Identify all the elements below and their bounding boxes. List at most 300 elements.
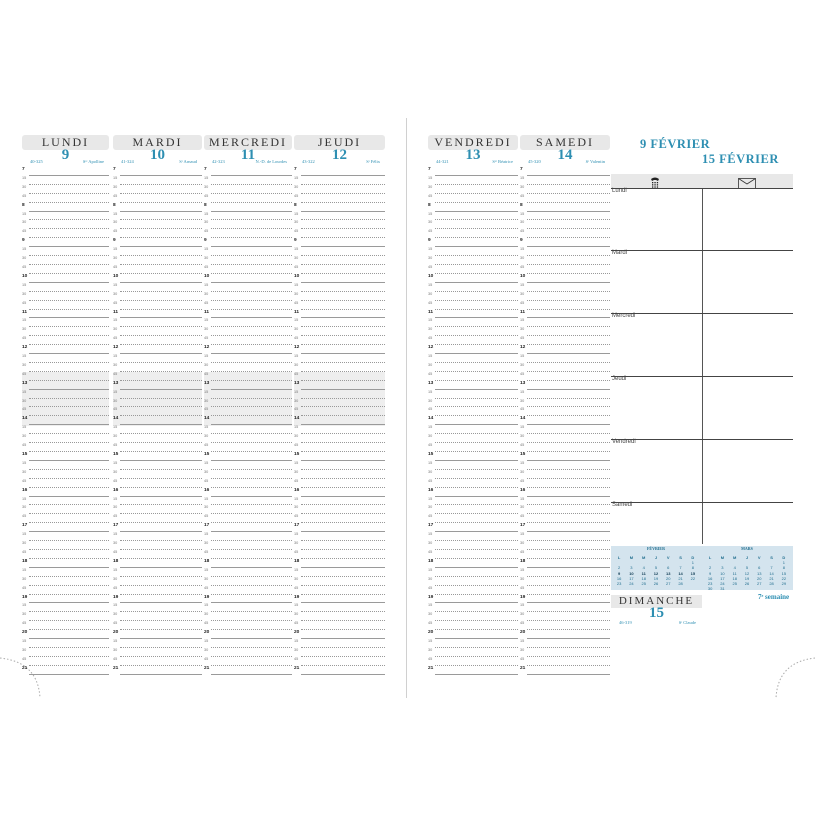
- time-slot[interactable]: [113, 238, 202, 247]
- time-slot[interactable]: [428, 256, 518, 265]
- time-slot[interactable]: [22, 425, 109, 434]
- time-slot[interactable]: [22, 488, 109, 497]
- time-slot[interactable]: [22, 238, 109, 247]
- time-slot[interactable]: [294, 577, 385, 586]
- time-slot[interactable]: [294, 595, 385, 604]
- time-slot[interactable]: [22, 390, 109, 399]
- time-slot[interactable]: [428, 381, 518, 390]
- time-slot[interactable]: [204, 274, 292, 283]
- time-slot[interactable]: [113, 336, 202, 345]
- time-slot[interactable]: [428, 657, 518, 666]
- time-slot[interactable]: [204, 318, 292, 327]
- time-slot[interactable]: [428, 505, 518, 514]
- time-slot[interactable]: [22, 292, 109, 301]
- time-slot[interactable]: [294, 612, 385, 621]
- time-slot[interactable]: [113, 497, 202, 506]
- time-slot[interactable]: [113, 247, 202, 256]
- time-slot[interactable]: [428, 621, 518, 630]
- time-slot[interactable]: [520, 256, 610, 265]
- time-slot[interactable]: [520, 523, 610, 532]
- time-slot[interactable]: [113, 203, 202, 212]
- time-slot[interactable]: [520, 586, 610, 595]
- time-slot[interactable]: [204, 407, 292, 416]
- time-slot[interactable]: [204, 666, 292, 675]
- time-slot[interactable]: [294, 586, 385, 595]
- time-slot[interactable]: [204, 399, 292, 408]
- time-slot[interactable]: [520, 497, 610, 506]
- time-slot[interactable]: [428, 639, 518, 648]
- time-slot[interactable]: [204, 390, 292, 399]
- time-slot[interactable]: [294, 443, 385, 452]
- time-slot[interactable]: [294, 399, 385, 408]
- time-slot[interactable]: [428, 434, 518, 443]
- time-slot[interactable]: [113, 390, 202, 399]
- time-slot[interactable]: [22, 301, 109, 310]
- time-slot[interactable]: [428, 345, 518, 354]
- time-slot[interactable]: [294, 229, 385, 238]
- time-slot[interactable]: [113, 532, 202, 541]
- time-slot[interactable]: [294, 310, 385, 319]
- time-slot[interactable]: [204, 301, 292, 310]
- time-slot[interactable]: [428, 372, 518, 381]
- time-slot[interactable]: [113, 354, 202, 363]
- time-slot[interactable]: [204, 283, 292, 292]
- time-slot[interactable]: [520, 399, 610, 408]
- time-slot[interactable]: [294, 256, 385, 265]
- time-slot[interactable]: [428, 577, 518, 586]
- time-slot[interactable]: [22, 354, 109, 363]
- time-slot[interactable]: [520, 363, 610, 372]
- time-slot[interactable]: [294, 523, 385, 532]
- time-slot[interactable]: [428, 479, 518, 488]
- time-slot[interactable]: [113, 176, 202, 185]
- time-slot[interactable]: [428, 630, 518, 639]
- time-slot[interactable]: [113, 523, 202, 532]
- time-slot[interactable]: [204, 603, 292, 612]
- time-slot[interactable]: [113, 434, 202, 443]
- time-slot[interactable]: [294, 274, 385, 283]
- time-slot[interactable]: [428, 274, 518, 283]
- time-slot[interactable]: [294, 363, 385, 372]
- time-slot[interactable]: [204, 523, 292, 532]
- time-slot[interactable]: [22, 345, 109, 354]
- time-slot[interactable]: [113, 292, 202, 301]
- time-slot[interactable]: [294, 381, 385, 390]
- time-slot[interactable]: [520, 274, 610, 283]
- time-slot[interactable]: [294, 301, 385, 310]
- time-slot[interactable]: [520, 461, 610, 470]
- time-slot[interactable]: [428, 612, 518, 621]
- time-slot[interactable]: [428, 443, 518, 452]
- time-slot[interactable]: [22, 603, 109, 612]
- time-slot[interactable]: [520, 648, 610, 657]
- time-slot[interactable]: [204, 372, 292, 381]
- time-slot[interactable]: [22, 318, 109, 327]
- time-slot[interactable]: [520, 514, 610, 523]
- time-slot[interactable]: [520, 505, 610, 514]
- time-slot[interactable]: [204, 497, 292, 506]
- time-slot[interactable]: [22, 514, 109, 523]
- time-slot[interactable]: [520, 390, 610, 399]
- time-slot[interactable]: [428, 336, 518, 345]
- time-slot[interactable]: [113, 212, 202, 221]
- time-slot[interactable]: [520, 630, 610, 639]
- time-slot[interactable]: [204, 238, 292, 247]
- time-slot[interactable]: [428, 550, 518, 559]
- time-slot[interactable]: [22, 274, 109, 283]
- time-slot[interactable]: [294, 265, 385, 274]
- time-slot[interactable]: [520, 532, 610, 541]
- time-slot[interactable]: [520, 434, 610, 443]
- time-slot[interactable]: [294, 416, 385, 425]
- time-slot[interactable]: [428, 390, 518, 399]
- time-slot[interactable]: [113, 185, 202, 194]
- time-slot[interactable]: [204, 577, 292, 586]
- time-slot[interactable]: [428, 203, 518, 212]
- time-slot[interactable]: [520, 452, 610, 461]
- time-slot[interactable]: [113, 577, 202, 586]
- time-slot[interactable]: [113, 301, 202, 310]
- time-slot[interactable]: [520, 301, 610, 310]
- time-slot[interactable]: [428, 354, 518, 363]
- time-slot[interactable]: [204, 176, 292, 185]
- time-slot[interactable]: [294, 514, 385, 523]
- time-slot[interactable]: [428, 470, 518, 479]
- time-slot[interactable]: [22, 434, 109, 443]
- time-slot[interactable]: [294, 292, 385, 301]
- time-slot[interactable]: [22, 532, 109, 541]
- time-slot[interactable]: [428, 666, 518, 675]
- time-slot[interactable]: [294, 247, 385, 256]
- time-slot[interactable]: [113, 167, 202, 176]
- time-slot[interactable]: [294, 220, 385, 229]
- time-slot[interactable]: [294, 283, 385, 292]
- time-slot[interactable]: [520, 425, 610, 434]
- time-slot[interactable]: [113, 586, 202, 595]
- time-slot[interactable]: [113, 612, 202, 621]
- time-slot[interactable]: [204, 203, 292, 212]
- time-slot[interactable]: [204, 595, 292, 604]
- time-slot[interactable]: [294, 666, 385, 675]
- time-slot[interactable]: [113, 372, 202, 381]
- time-slot[interactable]: [294, 657, 385, 666]
- time-slot[interactable]: [22, 461, 109, 470]
- time-slot[interactable]: [520, 354, 610, 363]
- time-slot[interactable]: [428, 238, 518, 247]
- time-slot[interactable]: [22, 265, 109, 274]
- time-slot[interactable]: [294, 559, 385, 568]
- time-slot[interactable]: [113, 194, 202, 203]
- time-slot[interactable]: [294, 470, 385, 479]
- time-slot[interactable]: [520, 247, 610, 256]
- time-slot[interactable]: [113, 256, 202, 265]
- time-slot[interactable]: [22, 541, 109, 550]
- time-slot[interactable]: [428, 176, 518, 185]
- time-slot[interactable]: [204, 648, 292, 657]
- time-slot[interactable]: [22, 568, 109, 577]
- time-slot[interactable]: [22, 327, 109, 336]
- time-slot[interactable]: [113, 550, 202, 559]
- time-slot[interactable]: [113, 559, 202, 568]
- time-slot[interactable]: [204, 229, 292, 238]
- time-slot[interactable]: [113, 603, 202, 612]
- time-slot[interactable]: [22, 247, 109, 256]
- time-slot[interactable]: [428, 363, 518, 372]
- time-slot[interactable]: [113, 595, 202, 604]
- time-slot[interactable]: [204, 621, 292, 630]
- time-slot[interactable]: [204, 194, 292, 203]
- time-slot[interactable]: [520, 185, 610, 194]
- time-slot[interactable]: [520, 621, 610, 630]
- time-slot[interactable]: [113, 274, 202, 283]
- time-slot[interactable]: [294, 185, 385, 194]
- time-slot[interactable]: [428, 559, 518, 568]
- time-slot[interactable]: [204, 568, 292, 577]
- time-slot[interactable]: [22, 220, 109, 229]
- time-slot[interactable]: [520, 220, 610, 229]
- time-slot[interactable]: [428, 167, 518, 176]
- time-slot[interactable]: [204, 167, 292, 176]
- time-slot[interactable]: [294, 318, 385, 327]
- time-slot[interactable]: [428, 229, 518, 238]
- time-slot[interactable]: [428, 488, 518, 497]
- time-slot[interactable]: [294, 434, 385, 443]
- time-slot[interactable]: [294, 568, 385, 577]
- time-slot[interactable]: [428, 595, 518, 604]
- time-slot[interactable]: [520, 372, 610, 381]
- time-slot[interactable]: [520, 265, 610, 274]
- time-slot[interactable]: [428, 416, 518, 425]
- time-slot[interactable]: [520, 541, 610, 550]
- time-slot[interactable]: [520, 568, 610, 577]
- time-slot[interactable]: [520, 443, 610, 452]
- time-slot[interactable]: [294, 425, 385, 434]
- time-slot[interactable]: [520, 639, 610, 648]
- time-slot[interactable]: [22, 336, 109, 345]
- time-slot[interactable]: [22, 523, 109, 532]
- time-slot[interactable]: [520, 238, 610, 247]
- time-slot[interactable]: [520, 559, 610, 568]
- time-slot[interactable]: [428, 318, 518, 327]
- time-slot[interactable]: [294, 407, 385, 416]
- time-slot[interactable]: [113, 220, 202, 229]
- time-slot[interactable]: [294, 550, 385, 559]
- time-slot[interactable]: [204, 541, 292, 550]
- time-slot[interactable]: [204, 416, 292, 425]
- time-slot[interactable]: [204, 336, 292, 345]
- time-slot[interactable]: [294, 541, 385, 550]
- time-slot[interactable]: [113, 265, 202, 274]
- time-slot[interactable]: [204, 479, 292, 488]
- time-slot[interactable]: [22, 586, 109, 595]
- time-slot[interactable]: [294, 461, 385, 470]
- time-slot[interactable]: [113, 621, 202, 630]
- time-slot[interactable]: [520, 283, 610, 292]
- time-slot[interactable]: [22, 479, 109, 488]
- time-slot[interactable]: [22, 176, 109, 185]
- time-slot[interactable]: [428, 514, 518, 523]
- time-slot[interactable]: [294, 167, 385, 176]
- time-slot[interactable]: [113, 514, 202, 523]
- time-slot[interactable]: [204, 256, 292, 265]
- time-slot[interactable]: [204, 630, 292, 639]
- time-slot[interactable]: [520, 595, 610, 604]
- time-slot[interactable]: [428, 220, 518, 229]
- time-slot[interactable]: [113, 363, 202, 372]
- time-slot[interactable]: [204, 514, 292, 523]
- time-slot[interactable]: [294, 336, 385, 345]
- time-slot[interactable]: [204, 559, 292, 568]
- time-slot[interactable]: [294, 212, 385, 221]
- time-slot[interactable]: [22, 443, 109, 452]
- time-slot[interactable]: [428, 292, 518, 301]
- time-slot[interactable]: [113, 488, 202, 497]
- time-slot[interactable]: [113, 229, 202, 238]
- time-slot[interactable]: [428, 568, 518, 577]
- time-slot[interactable]: [428, 212, 518, 221]
- time-slot[interactable]: [520, 229, 610, 238]
- time-slot[interactable]: [204, 381, 292, 390]
- time-slot[interactable]: [22, 612, 109, 621]
- time-slot[interactable]: [113, 327, 202, 336]
- time-slot[interactable]: [520, 345, 610, 354]
- time-slot[interactable]: [204, 461, 292, 470]
- time-slot[interactable]: [22, 194, 109, 203]
- time-slot[interactable]: [520, 657, 610, 666]
- time-slot[interactable]: [520, 550, 610, 559]
- time-slot[interactable]: [520, 167, 610, 176]
- time-slot[interactable]: [294, 639, 385, 648]
- time-slot[interactable]: [520, 318, 610, 327]
- time-slot[interactable]: [113, 479, 202, 488]
- time-slot[interactable]: [294, 630, 385, 639]
- time-slot[interactable]: [520, 212, 610, 221]
- time-slot[interactable]: [204, 586, 292, 595]
- time-slot[interactable]: [22, 648, 109, 657]
- time-slot[interactable]: [520, 603, 610, 612]
- time-slot[interactable]: [22, 550, 109, 559]
- time-slot[interactable]: [204, 212, 292, 221]
- time-slot[interactable]: [520, 666, 610, 675]
- time-slot[interactable]: [113, 283, 202, 292]
- time-slot[interactable]: [428, 541, 518, 550]
- time-slot[interactable]: [113, 470, 202, 479]
- time-slot[interactable]: [22, 452, 109, 461]
- time-slot[interactable]: [113, 505, 202, 514]
- time-slot[interactable]: [22, 167, 109, 176]
- time-slot[interactable]: [22, 381, 109, 390]
- time-slot[interactable]: [204, 425, 292, 434]
- time-slot[interactable]: [204, 345, 292, 354]
- time-slot[interactable]: [113, 407, 202, 416]
- time-slot[interactable]: [204, 470, 292, 479]
- time-slot[interactable]: [22, 666, 109, 675]
- time-slot[interactable]: [294, 532, 385, 541]
- time-slot[interactable]: [520, 470, 610, 479]
- time-slot[interactable]: [520, 203, 610, 212]
- time-slot[interactable]: [520, 381, 610, 390]
- time-slot[interactable]: [428, 497, 518, 506]
- time-slot[interactable]: [22, 185, 109, 194]
- time-slot[interactable]: [294, 203, 385, 212]
- time-slot[interactable]: [113, 541, 202, 550]
- time-slot[interactable]: [22, 595, 109, 604]
- time-slot[interactable]: [113, 461, 202, 470]
- time-slot[interactable]: [428, 301, 518, 310]
- time-slot[interactable]: [113, 416, 202, 425]
- time-slot[interactable]: [428, 532, 518, 541]
- time-slot[interactable]: [204, 550, 292, 559]
- time-slot[interactable]: [428, 586, 518, 595]
- time-slot[interactable]: [204, 657, 292, 666]
- time-slot[interactable]: [520, 479, 610, 488]
- time-slot[interactable]: [22, 630, 109, 639]
- time-slot[interactable]: [294, 327, 385, 336]
- time-slot[interactable]: [294, 354, 385, 363]
- time-slot[interactable]: [22, 283, 109, 292]
- time-slot[interactable]: [428, 283, 518, 292]
- time-slot[interactable]: [22, 497, 109, 506]
- time-slot[interactable]: [113, 568, 202, 577]
- time-slot[interactable]: [113, 452, 202, 461]
- time-slot[interactable]: [294, 621, 385, 630]
- time-slot[interactable]: [204, 532, 292, 541]
- time-slot[interactable]: [520, 336, 610, 345]
- time-slot[interactable]: [22, 657, 109, 666]
- time-slot[interactable]: [22, 416, 109, 425]
- time-slot[interactable]: [294, 603, 385, 612]
- time-slot[interactable]: [22, 372, 109, 381]
- time-slot[interactable]: [204, 612, 292, 621]
- time-slot[interactable]: [113, 443, 202, 452]
- time-slot[interactable]: [204, 265, 292, 274]
- time-slot[interactable]: [113, 657, 202, 666]
- time-slot[interactable]: [204, 488, 292, 497]
- time-slot[interactable]: [520, 194, 610, 203]
- time-slot[interactable]: [520, 292, 610, 301]
- time-slot[interactable]: [22, 229, 109, 238]
- time-slot[interactable]: [520, 612, 610, 621]
- time-slot[interactable]: [22, 639, 109, 648]
- time-slot[interactable]: [113, 666, 202, 675]
- time-slot[interactable]: [22, 577, 109, 586]
- time-slot[interactable]: [520, 176, 610, 185]
- time-slot[interactable]: [428, 523, 518, 532]
- time-slot[interactable]: [22, 399, 109, 408]
- time-slot[interactable]: [428, 327, 518, 336]
- time-slot[interactable]: [22, 256, 109, 265]
- time-slot[interactable]: [294, 497, 385, 506]
- time-slot[interactable]: [428, 247, 518, 256]
- time-slot[interactable]: [520, 488, 610, 497]
- time-slot[interactable]: [294, 176, 385, 185]
- time-slot[interactable]: [428, 461, 518, 470]
- time-slot[interactable]: [294, 238, 385, 247]
- time-slot[interactable]: [22, 470, 109, 479]
- time-slot[interactable]: [520, 407, 610, 416]
- time-slot[interactable]: [204, 443, 292, 452]
- time-slot[interactable]: [113, 630, 202, 639]
- time-slot[interactable]: [204, 327, 292, 336]
- time-slot[interactable]: [22, 407, 109, 416]
- time-slot[interactable]: [113, 399, 202, 408]
- time-slot[interactable]: [204, 363, 292, 372]
- time-slot[interactable]: [294, 505, 385, 514]
- time-slot[interactable]: [294, 372, 385, 381]
- time-slot[interactable]: [428, 425, 518, 434]
- time-slot[interactable]: [22, 310, 109, 319]
- time-slot[interactable]: [428, 265, 518, 274]
